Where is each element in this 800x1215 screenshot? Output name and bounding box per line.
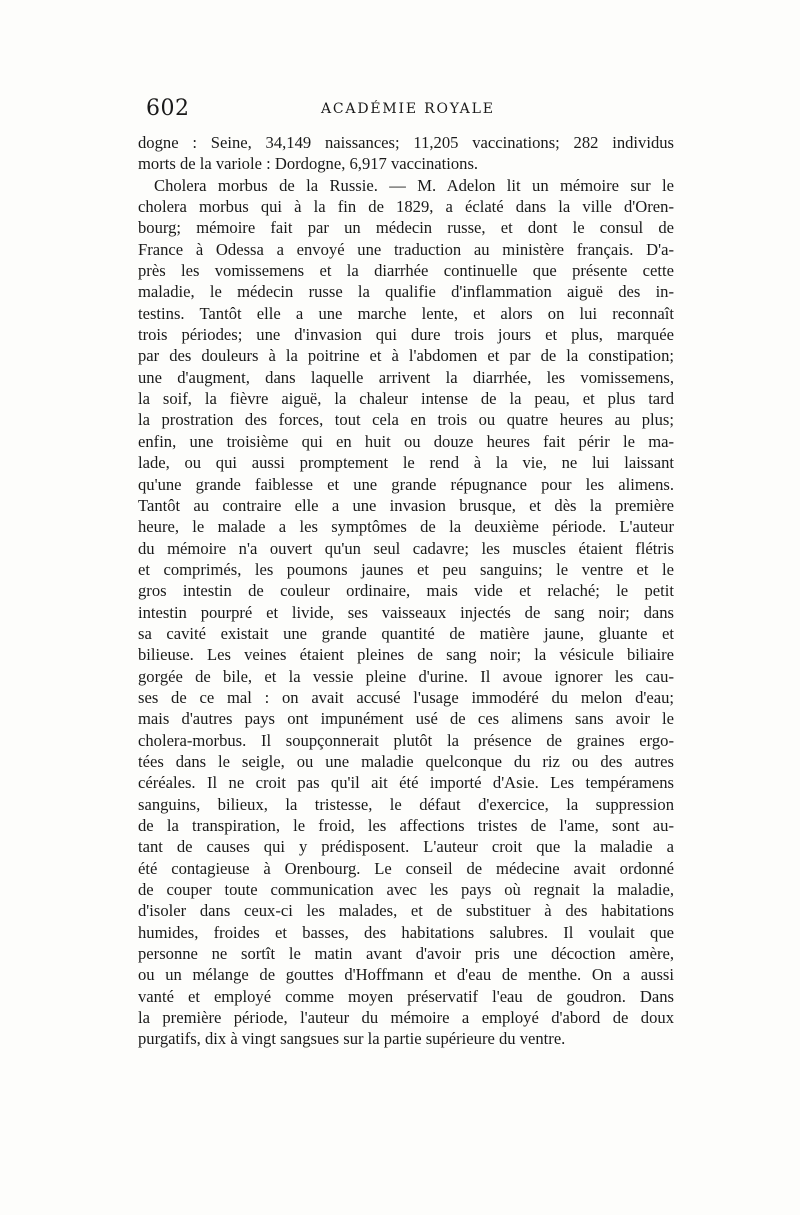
text-line: près les vomissemens et la diarrhée continuelle que présente cette [138, 261, 674, 281]
text-line: d'isoler dans ceux-ci les malades, et de substituer à des habitations [138, 901, 674, 921]
text-line: cholera morbus qui à la fin de 1829, a éclaté dans la ville d'Oren- [138, 197, 674, 217]
text-line: tant de causes qui y prédisposent. L'auteur croit que la maladie a [138, 837, 674, 857]
text-line: qu'une grande faiblesse et une grande répugnance pour les alimens. [138, 474, 674, 494]
text-line: tées dans le seigle, ou une maladie quelconque du riz ou des autres [138, 751, 674, 771]
text-line: de la transpiration, le froid, les affections tristes de l'ame, sont au- [138, 816, 674, 835]
text-line: céréales. Il ne croit pas qu'il ait été importé d'Asie. Les tempéramens [138, 773, 674, 793]
text-line: et comprimés, les poumons jaunes et peu sanguins; le ventre et le [138, 559, 674, 579]
text-line: ses de ce mal : on avait accusé l'usage immodéré du melon d'eau; [138, 687, 674, 707]
text-line: la première période, l'auteur du mémoire a employé d'abord de doux [138, 1008, 674, 1028]
text-line: maladie, le médecin russe la qualifie d'inflammation aiguë des in- [138, 282, 674, 302]
section-heading-line: Cholera morbus de la Russie. — M. Adelon lit un mémoire sur le [154, 175, 674, 195]
running-title: ACADÉMIE ROYALE [321, 101, 495, 117]
running-head [146, 96, 671, 126]
text-line: de couper toute communication avec les pays où regnait la maladie, [138, 880, 674, 900]
text-line: dogne : Seine, 34,149 naissances; 11,205 vaccinations; 282 individus [138, 133, 674, 152]
text-line: la soif, la fièvre aiguë, la chaleur intense de la peau, et plus tard [138, 389, 674, 409]
text-line: heure, le malade a les symptômes de la deuxième période. L'auteur [138, 517, 674, 537]
text-line: sa cavité existait une grande quantité de matière jaune, gluante et [138, 623, 674, 643]
text-line: France à Odessa a envoyé une traduction au ministère français. D'a- [138, 239, 674, 259]
text-line: la prostration des forces, tout cela en trois ou quatre heures au plus; [138, 410, 674, 430]
text-line: testins. Tantôt elle a une marche lente, et alors on lui reconnaît [138, 303, 674, 323]
text-line: vanté et employé comme moyen préservatif l'eau de goudron. Dans [138, 986, 674, 1006]
text-line: gros intestin de couleur ordinaire, mais vide et relaché; le petit [138, 581, 674, 601]
text-line: trois périodes; une d'invasion qui dure trois jours et plus, marquée [138, 325, 674, 345]
text-line: personne ne sortît le matin avant d'avoir pris une décoction amère, [138, 944, 674, 964]
text-line: purgatifs, dix à vingt sangsues sur la partie supérieure du ventre. [138, 1029, 566, 1049]
text-line: humides, froides et basses, des habitations salubres. Il voulait que [138, 922, 674, 942]
text-line: été contagieuse à Orenbourg. Le conseil de médecine avait ordonné [138, 858, 674, 878]
text-line: bourg; mémoire fait par un médecin russe, et dont le consul de [138, 218, 674, 238]
text-line: Tantôt au contraire elle a une invasion brusque, et dès la première [138, 495, 674, 515]
text-line: mais d'autres pays ont impunément usé de ces alimens sans avoir le [138, 709, 674, 729]
text-line: une d'augment, dans laquelle arrivent la diarrhée, les vomissemens, [138, 367, 674, 387]
page-number: 602 [146, 96, 190, 121]
text-line: du mémoire n'a ouvert qu'un seul cadavre; les muscles étaient flétris [138, 538, 674, 558]
text-line: ou un mélange de gouttes d'Hoffmann et d'eau de menthe. On a aussi [138, 965, 674, 985]
text-line: intestin pourpré et livide, ses vaisseaux injectés de sang noir; dans [138, 602, 674, 622]
body-text [138, 132, 674, 1050]
text-line: par des douleurs à la poitrine et à l'abdomen et par de la constipation; [138, 346, 674, 366]
text-line: cholera-morbus. Il soupçonnerait plutôt la présence de graines ergo- [138, 730, 674, 750]
text-line: lade, ou qui aussi promptement le rend à la vie, ne lui laissant [138, 453, 674, 473]
text-line: bilieuse. Les veines étaient pleines de sang noir; la vésicule biliaire [138, 645, 674, 665]
text-line: enfin, une troisième qui en huit ou douze heures fait périr le ma- [138, 431, 674, 451]
text-line: sanguins, bilieux, la tristesse, le défaut d'exercice, la suppression [138, 794, 674, 814]
text-line: gorgée de bile, et la vessie pleine d'urine. Il avoue ignorer les cau- [138, 666, 674, 686]
text-line: morts de la variole : Dordogne, 6,917 vaccinations. [138, 154, 479, 174]
